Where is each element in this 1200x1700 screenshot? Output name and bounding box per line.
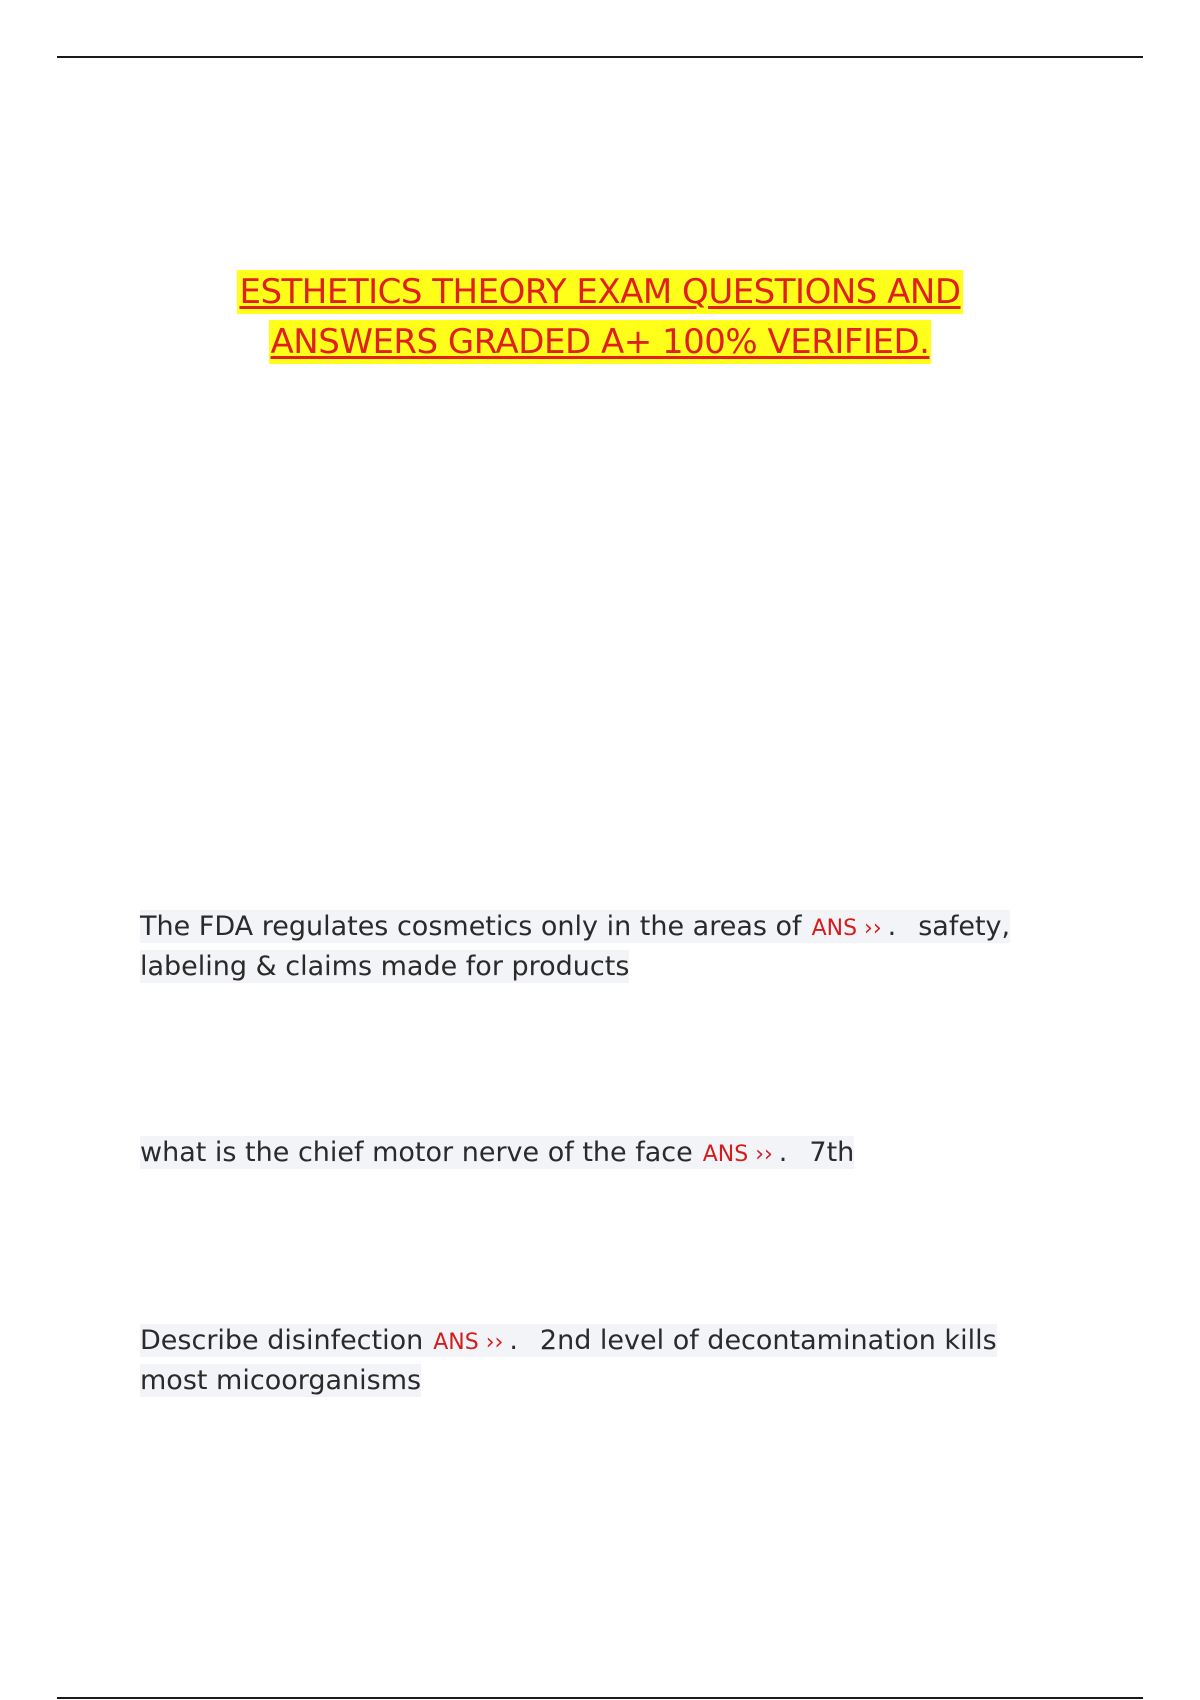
question-text: Describe disinfection	[140, 1325, 424, 1356]
title-line-2: ANSWERS GRADED A+ 100% VERIFIED.	[270, 322, 930, 362]
qa-item	[140, 1322, 1040, 1400]
document-title	[0, 270, 1200, 364]
title-line-1: ESTHETICS THEORY EXAM QUESTIONS AND	[239, 272, 961, 312]
answer-text: safety, labeling & claims made for products	[140, 911, 1011, 982]
question-text: The FDA regulates cosmetics only in the areas of	[140, 911, 802, 942]
qa-item	[140, 908, 1040, 986]
top-rule	[57, 56, 1143, 58]
bottom-rule	[57, 1697, 1143, 1699]
answer-text: 2nd level of decontamination kills most micoorganisms	[140, 1325, 997, 1396]
ans-marker: ANS ››	[811, 916, 882, 941]
answer-text: 7th	[809, 1137, 855, 1168]
ans-marker: ANS ››	[433, 1330, 504, 1355]
ans-separator: .	[887, 911, 897, 942]
question-text: what is the chief motor nerve of the face	[140, 1137, 693, 1168]
ans-marker: ANS ››	[702, 1142, 773, 1167]
ans-separator: .	[778, 1137, 788, 1168]
ans-separator: .	[509, 1325, 518, 1356]
qa-item	[140, 1134, 1040, 1174]
